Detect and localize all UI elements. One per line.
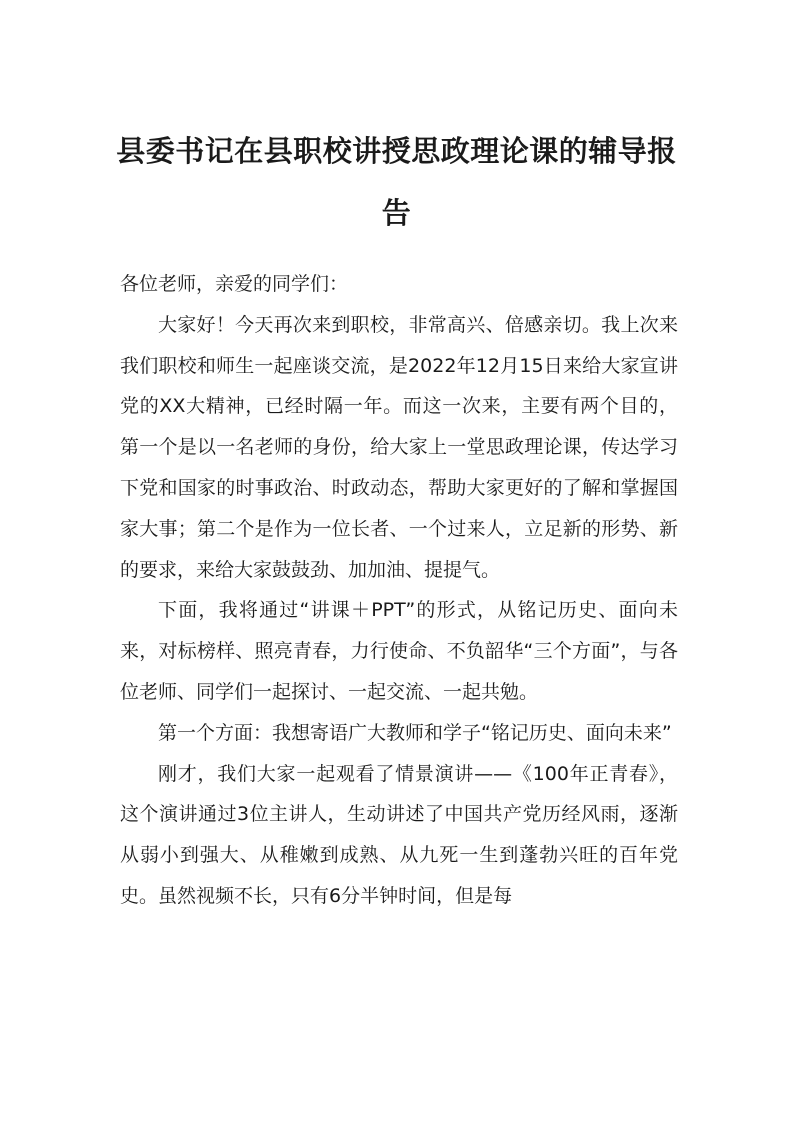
paragraph-video-review: 刚才，我们大家一起观看了情景演讲——《100年正青春》，这个演讲通过3位主讲人，生动讲述了中国共产党历经风雨，逐渐从弱小到强大、从稚嫩到成熟、从九死一生到蓬勃兴旺的百年党史。虽然视频不长，只有6分半钟时间，但是每: [120, 762, 678, 907]
document-body: [120, 264, 678, 917]
document-title: 县委书记在县职校讲授思政理论课的辅导报告: [116, 134, 677, 230]
paragraph-outline: 下面，我将通过“讲课＋PPT”的形式，从铭记历史、面向未来，对标榜样、照亮青春，力行使命、不负韶华“三个方面”，与各位老师、同学们一起探讨、一起交流、一起共勉。: [120, 599, 678, 703]
section-heading-first-aspect: 第一个方面：我想寄语广大教师和学子“铭记历史、面向未来”: [158, 721, 672, 744]
salutation: 各位老师，亲爱的同学们：: [120, 273, 349, 295]
paragraph-greeting: 大家好！今天再次来到职校，非常高兴、倍感亲切。我上次来我们职校和师生一起座谈交流，是2022年12月15日来给大家宣讲党的XX大精神，已经时隔一年。而这一次来，主要有两个目的，第一个是以一名老师的身份，给大家上一堂思政理论课，传达学习下党和国家的时事政治、时政动态，帮助大家更好的了解和掌握国家大事；第二个是作为一位长者、一个过来人，立足新的形势、新的要求，来给大家鼓鼓劲、加加油、提提气。: [120, 313, 678, 581]
